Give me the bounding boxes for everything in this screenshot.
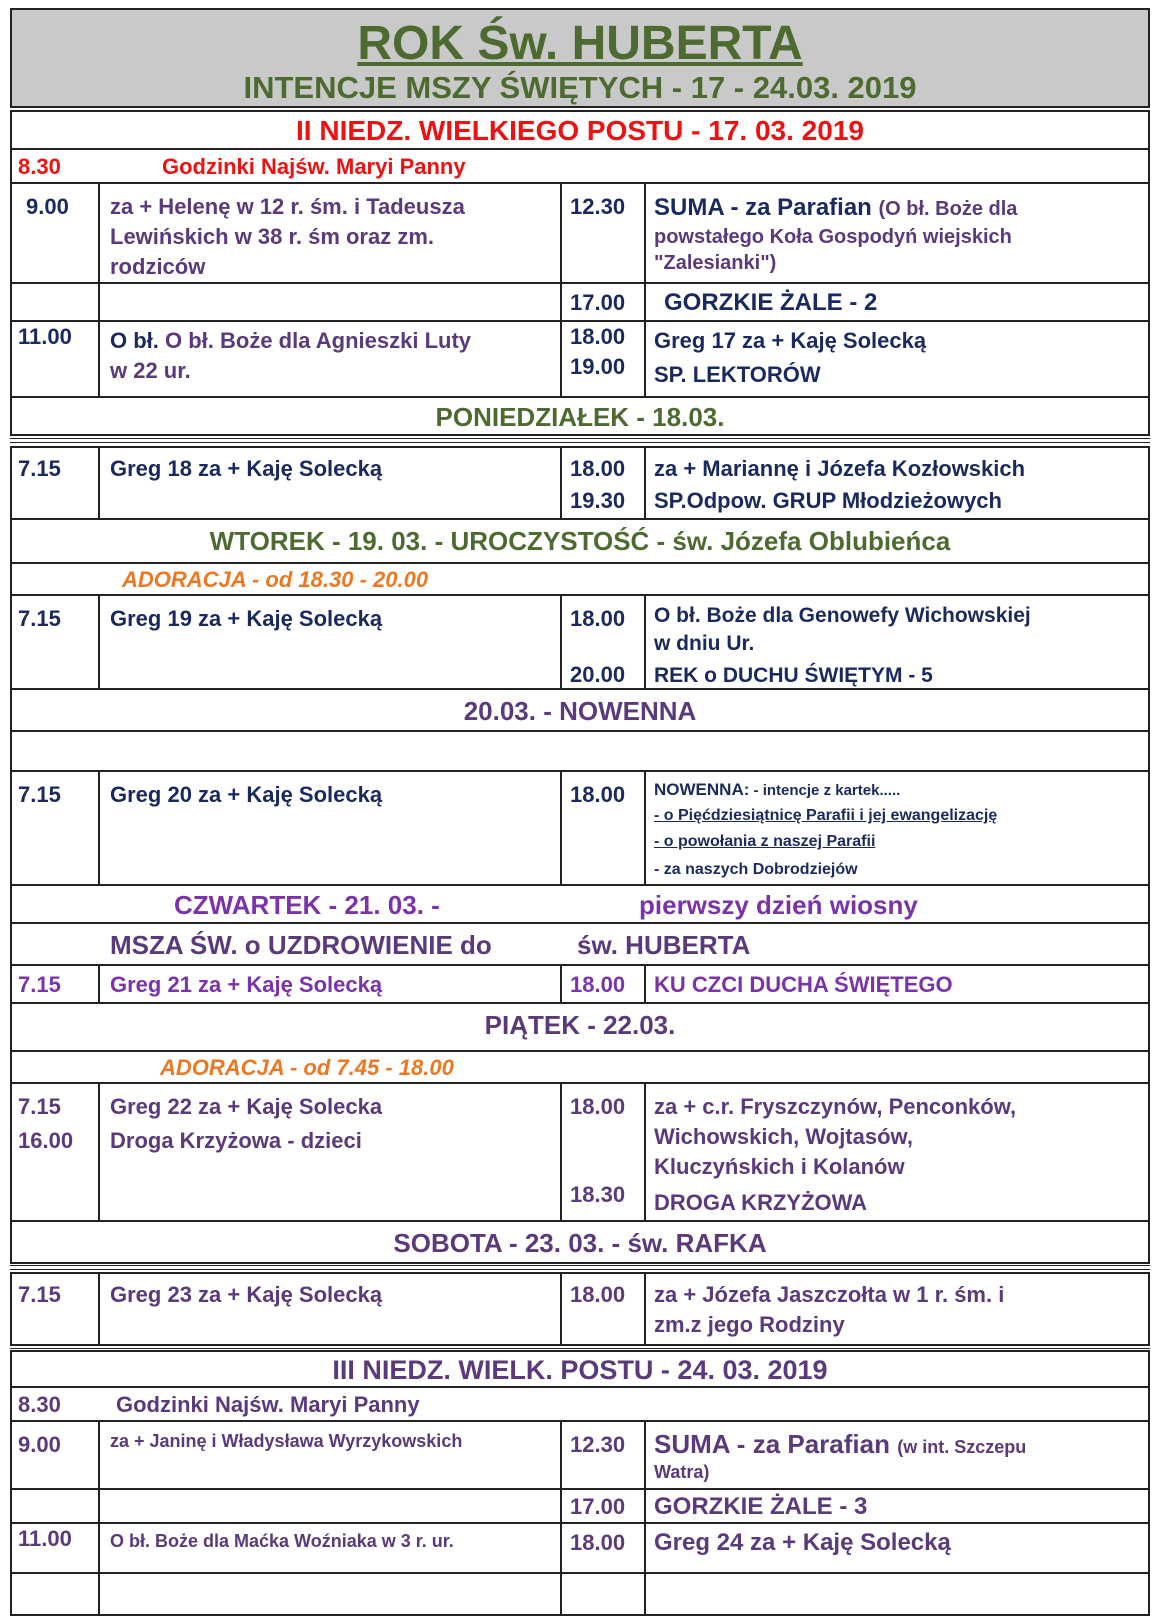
- monday-text: Greg 18 za + Kaję Solecką: [110, 456, 383, 481]
- sunday1-r3-line2: w 22 ur.: [110, 358, 191, 383]
- page-subtitle: INTENCJE MSZY ŚWIĘTYCH - 17 - 24.03. 2019: [243, 70, 917, 105]
- sunday1-r3-right-time2: 19.00: [570, 354, 626, 379]
- tuesday-time: 7.15: [18, 606, 61, 631]
- monday-time: 7.15: [18, 456, 61, 481]
- sunday2-r1-time: 9.00: [18, 1432, 61, 1457]
- tuesday-adoration-row: [10, 562, 1150, 596]
- sunday1-pre-text: Godzinki Najśw. Maryi Panny: [162, 154, 466, 179]
- header-banner: [10, 8, 1150, 108]
- sunday1-r2-right-time: 17.00: [570, 290, 626, 315]
- suma-label-2: SUMA - za Parafian: [654, 1429, 898, 1459]
- wednesday-heading-row: [10, 688, 1150, 732]
- friday-right-line1: za + c.r. Fryszczynów, Penconków,: [654, 1094, 1017, 1119]
- sunday1-heading-row: [10, 110, 1150, 150]
- wednesday-novena-line: NOWENNA: - intencje z kartek.....: [654, 780, 901, 799]
- thursday-time: 7.15: [18, 972, 61, 997]
- tuesday-right-time2: 20.00: [570, 662, 626, 687]
- sunday1-r1-right-time: 12.30: [570, 194, 626, 219]
- thursday-right-text: KU CZCI DUCHA ŚWIĘTEGO: [654, 972, 953, 997]
- sunday2-pre-text: Godzinki Najśw. Maryi Panny: [116, 1392, 420, 1417]
- thursday-grid: [10, 964, 1150, 1004]
- tuesday-heading-row: [10, 518, 1150, 564]
- sunday2-r1-text: za + Janinę i Władysława Wyrzykowskich: [110, 1431, 463, 1451]
- tuesday-right-text2: REK o DUCHU ŚWIĘTYM - 5: [654, 664, 933, 687]
- wednesday-grid: [10, 770, 1150, 886]
- friday-right-line3: Kluczyńskich i Kolanów: [654, 1154, 905, 1179]
- saturday-right-line1: za + Józefa Jaszczołta w 1 r. śm. i: [654, 1282, 1005, 1307]
- sunday1-r2-right-text: GORZKIE ŻALE - 2: [664, 289, 878, 316]
- tuesday-adoration: ADORACJA - od 18.30 - 20.00: [122, 567, 429, 592]
- tuesday-right-time1: 18.00: [570, 606, 626, 631]
- wednesday-spacer-row: [10, 730, 1150, 772]
- sunday2-r1-right-line1: [654, 1428, 1026, 1463]
- thursday-mass-text: MSZA ŚW. o UZDROWIENIE do: [110, 930, 492, 960]
- sunday2-pre-time: 8.30: [18, 1392, 61, 1417]
- friday-time1: 7.15: [18, 1094, 61, 1119]
- sunday1-r1-right-line2: powstałego Koła Gospodyń wiejskich: [654, 226, 1012, 248]
- sunday1-r3-right-text1: Greg 17 za + Kaję Solecką: [654, 328, 927, 353]
- saturday-text: Greg 23 za + Kaję Solecką: [110, 1282, 383, 1307]
- monday-grid: [10, 446, 1150, 520]
- tuesday-right-line1: O bł. Boże dla Genowefy Wichowskiej: [654, 604, 1031, 627]
- friday-adoration-row: [10, 1050, 1150, 1084]
- suma-label: SUMA - za Parafian: [654, 194, 879, 221]
- sunday2-pre-row: [10, 1386, 1150, 1422]
- friday-heading: PIĄTEK - 22.03.: [484, 1010, 676, 1040]
- tuesday-heading: WTOREK - 19. 03. - UROCZYSTOŚĆ - św. Józefa Oblubieńca: [209, 526, 951, 556]
- sunday1-r1-line3: rodziców: [110, 254, 206, 279]
- monday-heading: PONIEDZIAŁEK - 18.03.: [435, 402, 725, 432]
- friday-text2: Droga Krzyżowa - dzieci: [110, 1128, 362, 1153]
- sunday2-heading: III NIEDZ. WIELK. POSTU - 24. 03. 2019: [332, 1355, 828, 1385]
- saturday-right-line2: zm.z jego Rodziny: [654, 1312, 845, 1337]
- wednesday-right-time: 18.00: [570, 782, 626, 807]
- sunday2-r3-right-text: Greg 24 za + Kaję Solecką: [654, 1529, 951, 1556]
- sunday2-r2-right-text: GORZKIE ŻALE - 3: [654, 1493, 868, 1520]
- friday-text1: Greg 22 za + Kaję Solecka: [110, 1094, 383, 1119]
- thursday-right-time: 18.00: [570, 972, 626, 997]
- sunday1-r1-right-line1: [654, 192, 1017, 225]
- wednesday-time: 7.15: [18, 782, 61, 807]
- sunday1-r3-line1: O bł. O bł. Boże dla Agnieszki Luty: [110, 328, 472, 353]
- sunday2-r2-right-time: 17.00: [570, 1494, 626, 1519]
- saturday-grid: [10, 1272, 1150, 1346]
- thursday-heading-note: pierwszy dzień wiosny: [639, 890, 918, 920]
- wednesday-item-1: - o Pięćdziesiątnicę Parafii i jej ewangelizację: [654, 807, 998, 824]
- wednesday-text: Greg 20 za + Kaję Solecką: [110, 782, 383, 807]
- sunday1-r1-line2: Lewińskich w 38 r. śm oraz zm.: [110, 224, 435, 249]
- thursday-mass-saint: św. HUBERTA: [577, 930, 751, 960]
- sunday1-r1-line1: za + Helenę w 12 r. śm. i Tadeusza: [110, 194, 465, 219]
- friday-right-line2: Wichowskich, Wojtasów,: [654, 1124, 913, 1149]
- thursday-heading-row: [10, 884, 1150, 924]
- sunday1-r3-time: 11.00: [18, 324, 72, 349]
- thursday-text: Greg 21 za + Kaję Solecką: [110, 972, 383, 997]
- tuesday-text: Greg 19 za + Kaję Solecką: [110, 606, 383, 631]
- friday-right-time2: 18.30: [570, 1182, 626, 1207]
- sunday1-heading: II NIEDZ. WIELKIEGO POSTU - 17. 03. 2019: [296, 115, 864, 146]
- thursday-heading: CZWARTEK - 21. 03. -: [174, 890, 440, 920]
- sunday1-r1-time: 9.00: [26, 194, 69, 219]
- friday-right-time1: 18.00: [570, 1094, 626, 1119]
- wednesday-item-2: - o powołania z naszej Parafii: [654, 833, 876, 850]
- suma-note: (O bł. Boże dla: [878, 198, 1018, 220]
- sunday1-r3-right-text2: SP. LEKTORÓW: [654, 362, 821, 387]
- saturday-time: 7.15: [18, 1282, 61, 1307]
- monday-right-time2: 19.30: [570, 488, 626, 513]
- suma-note-2: (w int. Szczepu: [897, 1437, 1027, 1457]
- thursday-mass-row: [10, 922, 1150, 966]
- sunday2-r3-text: O bł. Boże dla Maćka Woźniaka w 3 r. ur.: [110, 1531, 454, 1551]
- friday-time2: 16.00: [18, 1128, 74, 1153]
- saturday-right-time: 18.00: [570, 1282, 626, 1307]
- sunday2-r1-right-line2: Watra): [654, 1462, 710, 1482]
- friday-grid: [10, 1082, 1150, 1222]
- sunday2-r3-right-time: 18.00: [570, 1530, 626, 1555]
- saturday-heading-row: [10, 1220, 1150, 1264]
- tuesday-right-line2: w dniu Ur.: [654, 632, 755, 655]
- wednesday-item-3: - za naszych Dobrodziejów: [654, 861, 858, 878]
- tuesday-grid: [10, 594, 1150, 690]
- sunday1-r1-right-line3: "Zalesianki"): [654, 252, 777, 274]
- page-title: ROK Św. HUBERTA: [357, 17, 803, 70]
- monday-right-text1: za + Mariannę i Józefa Kozłowskich: [654, 456, 1026, 481]
- saturday-heading: SOBOTA - 23. 03. - św. RAFKA: [393, 1228, 767, 1258]
- sunday2-r1-right-time: 12.30: [570, 1432, 626, 1457]
- monday-right-text2: SP.Odpow. GRUP Młodzieżowych: [654, 488, 1002, 513]
- sunday1-r3-right-time1: 18.00: [570, 324, 626, 349]
- sunday1-pre-row: [10, 148, 1150, 184]
- monday-heading-row: [10, 396, 1150, 436]
- friday-heading-row: [10, 1002, 1150, 1052]
- sunday2-r3-time: 11.00: [18, 1526, 72, 1551]
- monday-right-time1: 18.00: [570, 456, 626, 481]
- sunday2-grid: [10, 1420, 1150, 1616]
- friday-adoration: ADORACJA - od 7.45 - 18.00: [160, 1055, 454, 1080]
- wednesday-heading: 20.03. - NOWENNA: [463, 696, 697, 726]
- sunday1-pre-time: 8.30: [18, 154, 61, 179]
- sunday2-heading-row: [10, 1350, 1150, 1388]
- sunday1-grid: [10, 182, 1150, 398]
- friday-right-text2: DROGA KRZYŻOWA: [654, 1190, 868, 1215]
